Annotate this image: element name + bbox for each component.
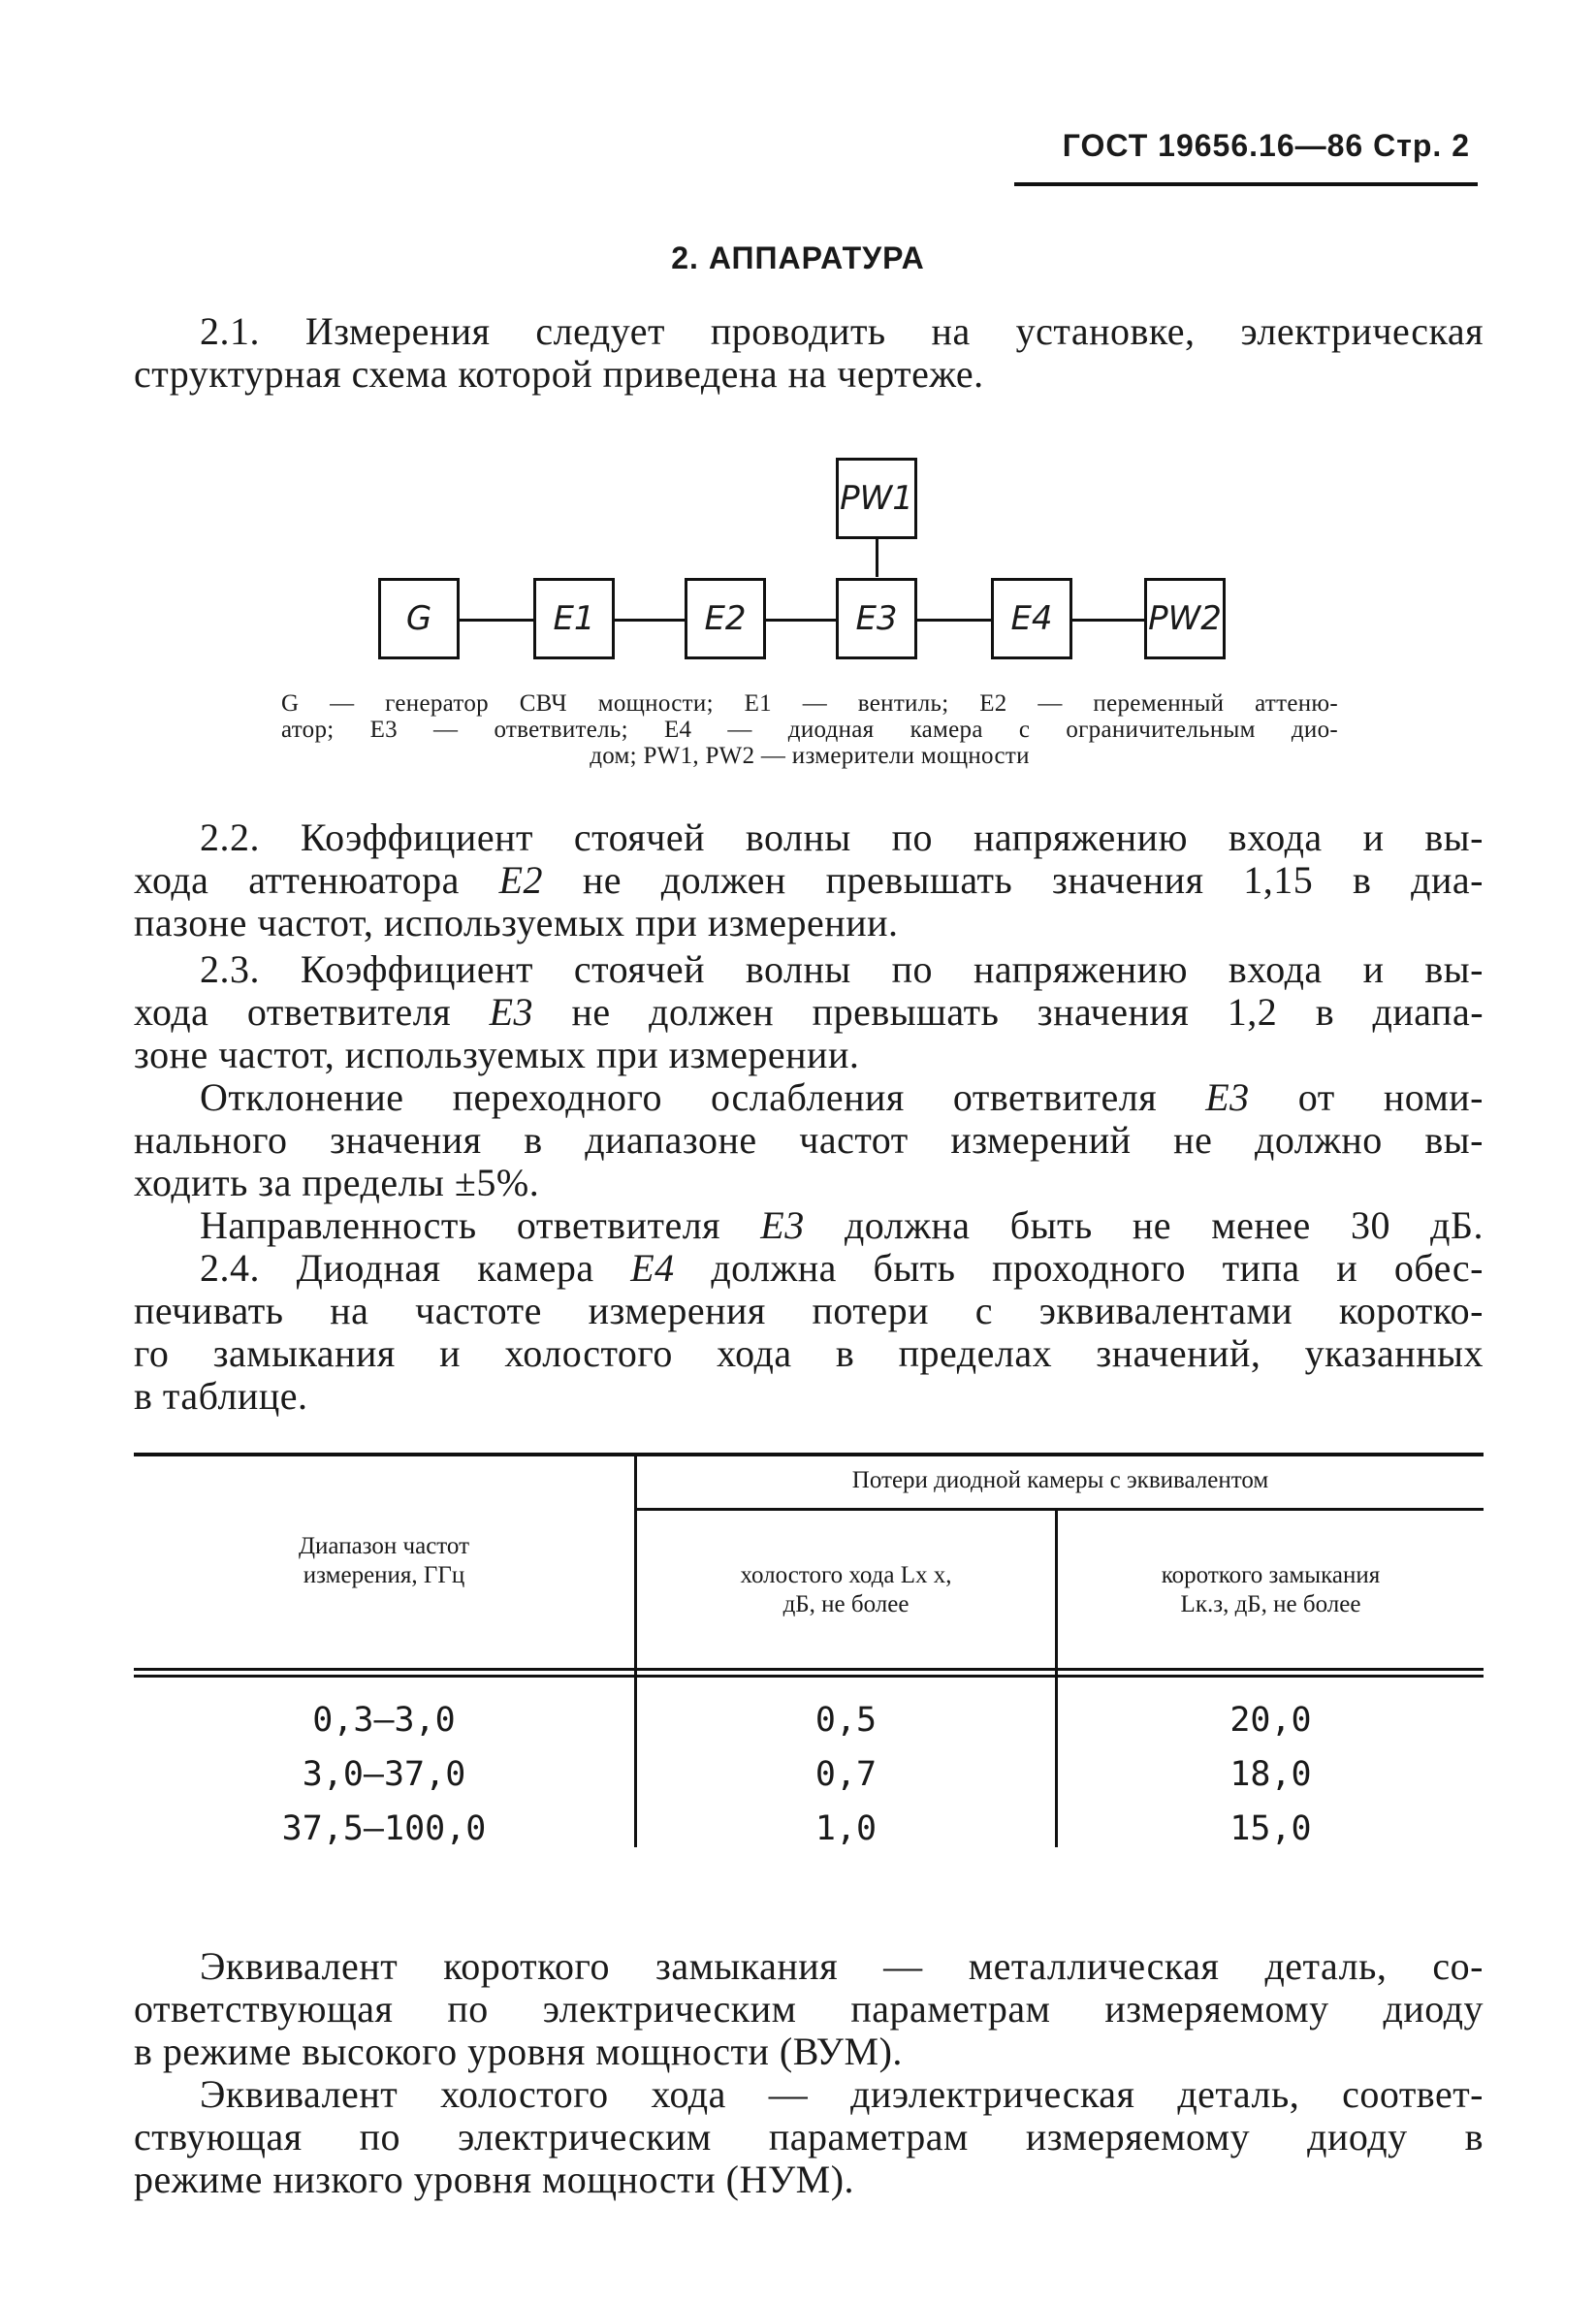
caption-line: G — генератор СВЧ мощности; E1 — вентиль; E2 — переменный аттеню- [281,690,1338,717]
paragraph-line: зоне частот, используемых при измерении. [134,1033,860,1076]
caption-line: атор; E3 — ответвитель; E4 — диодная камера с ограничительным дио- [281,717,1338,743]
paragraph-line: 2.1. Измерения следует проводить на установке, электрическая [200,309,1484,353]
block-e2: E2 [685,578,766,659]
paragraph-line: пазоне частот, используемых при измерении. [134,901,899,944]
paragraph-line: режиме низкого уровня мощности (НУМ). [134,2158,855,2201]
table-row: 3,0—37,0 [302,1755,466,1794]
group-header-losses: Потери диодной камеры с эквивалентом [851,1467,1269,1493]
table-top-rule [134,1453,1484,1456]
paragraph-2-3-deviation [134,1076,1484,1204]
paragraph-2-4 [134,1247,1484,1418]
column-header-short-circuit: короткого замыкания Lк.з, дБ, не более [1161,1562,1381,1617]
table-row: 18,0 [1229,1755,1312,1794]
block-e1: E1 [533,578,615,659]
table-cell-short [1058,1693,1484,1856]
paragraph-line: Направленность ответвителя E3 должна быть не менее 30 дБ. [200,1203,1484,1247]
block-e4: E4 [991,578,1072,659]
paragraph-line: 2.2. Коэффициент стоячей волны по напряжению входа и вы- [200,816,1484,859]
diagram-caption [281,690,1338,769]
paragraph-line: Отклонение переходного ослабления ответвителя E3 от номи- [200,1075,1484,1119]
paragraph-line: ответствующая по электрическим параметрам измеряемому диоду [134,1987,1484,2031]
table-row: 20,0 [1229,1701,1312,1740]
table-cell-open [637,1693,1055,1856]
paragraph-line: печивать на частоте измерения потери с эквивалентами коротко- [134,1289,1484,1332]
paragraph-line: структурная схема которой приведена на чертеже. [134,352,984,396]
paragraph-short-circuit-equivalent [134,1945,1484,2073]
table-row: 0,7 [814,1755,878,1794]
paragraph-line: ходить за пределы ±5%. [134,1161,540,1204]
branch-line [876,538,878,577]
caption-line: дом; PW1, PW2 — измерители мощности [590,743,1030,769]
paragraph-open-circuit-equivalent [134,2073,1484,2201]
section-title: 2. АППАРАТУРА [671,240,925,275]
paragraph-line: в режиме высокого уровня мощности (ВУМ). [134,2030,903,2073]
paragraph-2-3 [134,948,1484,1076]
table-row: 37,5—100,0 [281,1809,487,1848]
block-e3: E3 [836,578,917,659]
page-header: ГОСТ 19656.16—86 Стр. 2 [1062,128,1470,163]
paragraph-line: Эквивалент холостого хода — диэлектрическая деталь, соответ- [200,2072,1484,2116]
block-pw1: PW1 [836,458,917,539]
table-header-rule [134,1675,1484,1678]
table-header-rule [134,1668,1484,1671]
table-group-rule [634,1508,1484,1511]
paragraph-line: 2.4. Диодная камера E4 должна быть проходного типа и обес- [200,1246,1484,1290]
block-pw2: PW2 [1144,578,1226,659]
block-g: G [378,578,460,659]
block-diagram [0,0,1596,679]
paragraph-line: хода аттенюатора E2 не должен превышать значения 1,15 в диа- [134,858,1484,902]
paragraph-line: го замыкания и холостого хода в пределах значений, указанных [134,1331,1484,1375]
paragraph-line: ствующая по электрическим параметрам измеряемому диоду в [134,2115,1484,2159]
table-cell-range [134,1693,634,1856]
paragraph-line: в таблице. [134,1374,308,1418]
table-row: 15,0 [1229,1809,1312,1848]
table-row: 0,5 [814,1701,878,1740]
paragraph-line: Эквивалент короткого замыкания — металлическая деталь, со- [200,1944,1484,1988]
table-row: 0,3—3,0 [312,1701,456,1740]
paragraph-2-2 [134,816,1484,944]
column-header-open-circuit: холостого хода Lх х, дБ, не более [740,1562,952,1617]
paragraph-line: 2.3. Коэффициент стоячей волны по напряжению входа и вы- [200,947,1484,991]
paragraph-line: нального значения в диапазоне частот измерений не должно вы- [134,1118,1484,1162]
table-row: 1,0 [814,1809,878,1848]
paragraph-2-3-directivity [134,1204,1484,1247]
column-header-frequency: Диапазон частот измерения, ГГц [299,1533,469,1588]
paragraph-line: хода ответвителя E3 не должен превышать значения 1,2 в диапа- [134,990,1484,1034]
